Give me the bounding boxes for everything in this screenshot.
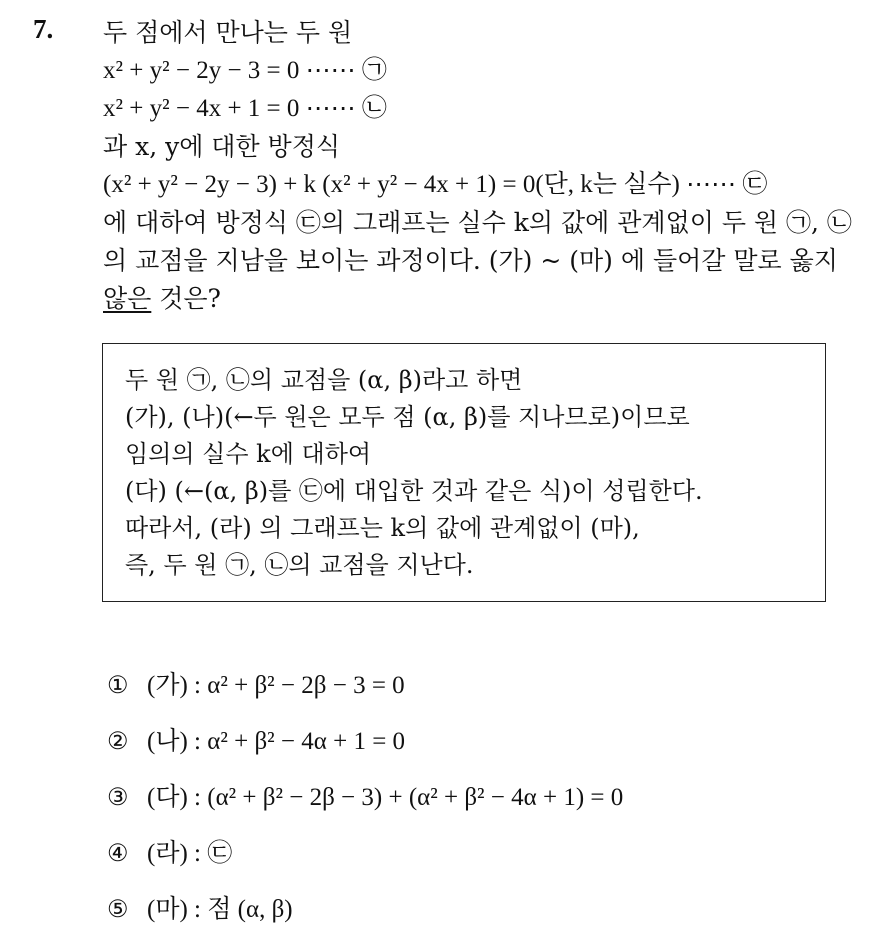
choice-1[interactable] <box>107 664 623 720</box>
stem-line-8-rest: 것은? <box>151 284 221 313</box>
choice-3-mark: ③ <box>107 783 129 811</box>
equation-circle-1: x² + y² − 2y − 3 = 0 ⋯⋯ ㉠ <box>103 57 387 84</box>
stem-line-4: 과 x, y에 대한 방정식 <box>103 132 341 161</box>
choice-1-mark: ① <box>107 671 129 699</box>
proof-line-4: (다) (←(α, β)를 ㉢에 대입한 것과 같은 식)이 성립한다. <box>125 477 703 505</box>
proof-line-3: 임의의 실수 k에 대하여 <box>125 440 372 468</box>
proof-line-1: 두 원 ㉠, ㉡의 교점을 (α, β)라고 하면 <box>125 366 523 394</box>
underlined-not: 않은 <box>103 284 152 313</box>
choice-5[interactable] <box>107 888 623 944</box>
choice-1-text: (가) : α² + β² − 2β − 3 = 0 <box>147 672 405 699</box>
proof-line-6: 즉, 두 원 ㉠, ㉡의 교점을 지난다. <box>125 551 474 579</box>
question-stem <box>103 14 873 318</box>
proof-box <box>102 343 826 602</box>
choice-2-mark: ② <box>107 727 129 755</box>
choice-3[interactable] <box>107 776 623 832</box>
choice-2[interactable] <box>107 720 623 776</box>
stem-line-1: 두 점에서 만나는 두 원 <box>103 18 353 47</box>
proof-line-5: 따라서, (라) 의 그래프는 k의 값에 관계없이 (마), <box>125 514 640 542</box>
equation-family: (x² + y² − 2y − 3) + k (x² + y² − 4x + 1) = 0(단, k는 실수) ⋯⋯ ㉢ <box>103 171 768 198</box>
stem-line-8 <box>103 280 873 318</box>
choice-5-text: (마) : 점 (α, β) <box>147 896 293 923</box>
proof-line-2: (가), (나)(←두 원은 모두 점 (α, β)를 지나므로)이므로 <box>125 403 690 431</box>
choice-2-text: (나) : α² + β² − 4α + 1 = 0 <box>147 728 406 755</box>
choice-5-mark: ⑤ <box>107 895 129 923</box>
equation-circle-2: x² + y² − 4x + 1 = 0 ⋯⋯ ㉡ <box>103 95 387 122</box>
choice-3-text: (다) : (α² + β² − 2β − 3) + (α² + β² − 4α + 1) = 0 <box>147 784 624 811</box>
proof-text <box>125 362 703 584</box>
stem-line-7: 의 교점을 지남을 보이는 과정이다. (가) ~ (마) 에 들어갈 말로 옳지 <box>103 246 838 275</box>
choice-4-mark: ④ <box>107 839 129 867</box>
stem-line-6: 에 대하여 방정식 ㉢의 그래프는 실수 k의 값에 관계없이 두 원 ㉠, ㉡ <box>103 208 852 237</box>
choice-4-text: (라) : ㉢ <box>147 840 233 867</box>
choice-4[interactable] <box>107 832 623 888</box>
answer-choices <box>107 664 623 944</box>
question-number: 7. <box>33 14 54 44</box>
